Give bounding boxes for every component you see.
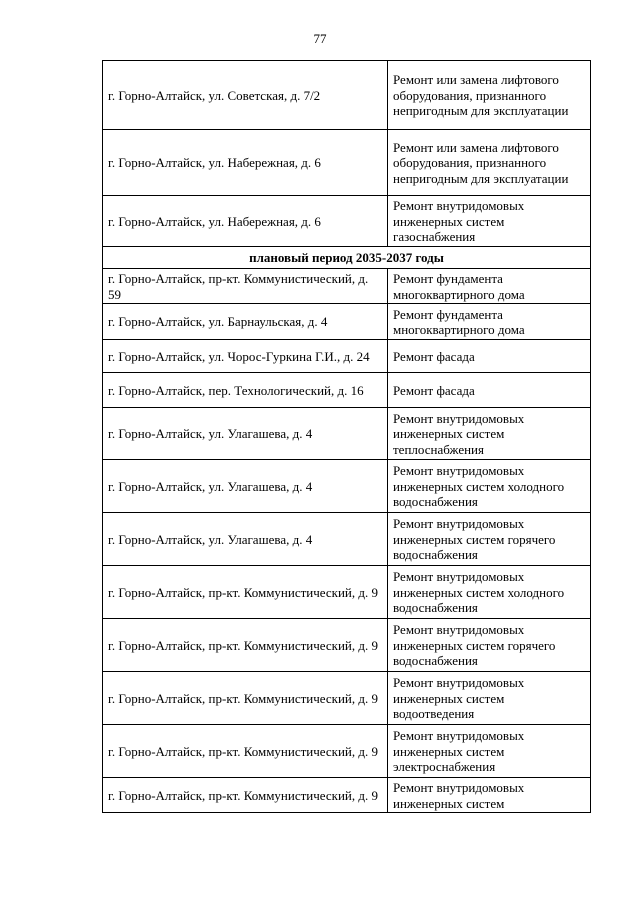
table-row bbox=[103, 778, 591, 813]
address-cell: г. Горно-Алтайск, ул. Улагашева, д. 4 bbox=[103, 408, 388, 460]
work-type-cell: Ремонт или замена лифтового оборудования, признанного непригодным для эксплуатации bbox=[388, 61, 591, 130]
address-cell: г. Горно-Алтайск, пр-кт. Коммунистический, д. 59 bbox=[103, 269, 388, 304]
work-type-cell: Ремонт фундамента многоквартирного дома bbox=[388, 304, 591, 340]
page-number: 77 bbox=[313, 31, 327, 46]
table-row bbox=[103, 619, 591, 672]
work-type-cell: Ремонт или замена лифтового оборудования, признанного непригодным для эксплуатации bbox=[388, 130, 591, 196]
table-row bbox=[103, 725, 591, 778]
section-title: плановый период 2035-2037 годы bbox=[103, 247, 591, 269]
table-row bbox=[103, 566, 591, 619]
address-cell: г. Горно-Алтайск, пр-кт. Коммунистический, д. 9 bbox=[103, 672, 388, 725]
repair-schedule-table bbox=[102, 60, 591, 813]
work-type-cell: Ремонт фасада bbox=[388, 340, 591, 373]
table-row bbox=[103, 196, 591, 247]
address-cell: г. Горно-Алтайск, ул. Барнаульская, д. 4 bbox=[103, 304, 388, 340]
work-type-cell: Ремонт фасада bbox=[388, 373, 591, 408]
work-type-cell: Ремонт внутридомовых инженерных систем горячего водоснабжения bbox=[388, 619, 591, 672]
table-row bbox=[103, 269, 591, 304]
address-cell: г. Горно-Алтайск, пр-кт. Коммунистический, д. 9 bbox=[103, 566, 388, 619]
table-row bbox=[103, 513, 591, 566]
address-cell: г. Горно-Алтайск, ул. Улагашева, д. 4 bbox=[103, 460, 388, 513]
address-cell: г. Горно-Алтайск, ул. Набережная, д. 6 bbox=[103, 196, 388, 247]
table-row bbox=[103, 408, 591, 460]
work-type-cell: Ремонт внутридомовых инженерных систем газоснабжения bbox=[388, 196, 591, 247]
table-row bbox=[103, 304, 591, 340]
address-cell: г. Горно-Алтайск, ул. Набережная, д. 6 bbox=[103, 130, 388, 196]
address-cell: г. Горно-Алтайск, пер. Технологический, д. 16 bbox=[103, 373, 388, 408]
work-type-cell: Ремонт внутридомовых инженерных систем холодного водоснабжения bbox=[388, 566, 591, 619]
table-row bbox=[103, 460, 591, 513]
work-type-cell: Ремонт внутридомовых инженерных систем bbox=[388, 778, 591, 813]
section-header-row bbox=[103, 247, 591, 269]
work-type-cell: Ремонт внутридомовых инженерных систем теплоснабжения bbox=[388, 408, 591, 460]
address-cell: г. Горно-Алтайск, пр-кт. Коммунистический, д. 9 bbox=[103, 778, 388, 813]
work-type-cell: Ремонт внутридомовых инженерных систем водоотведения bbox=[388, 672, 591, 725]
address-cell: г. Горно-Алтайск, пр-кт. Коммунистический, д. 9 bbox=[103, 619, 388, 672]
table-row bbox=[103, 340, 591, 373]
address-cell: г. Горно-Алтайск, пр-кт. Коммунистический, д. 9 bbox=[103, 725, 388, 778]
address-cell: г. Горно-Алтайск, ул. Чорос-Гуркина Г.И., д. 24 bbox=[103, 340, 388, 373]
work-type-cell: Ремонт фундамента многоквартирного дома bbox=[388, 269, 591, 304]
table-row bbox=[103, 130, 591, 196]
table-row bbox=[103, 672, 591, 725]
table-row bbox=[103, 373, 591, 408]
work-type-cell: Ремонт внутридомовых инженерных систем горячего водоснабжения bbox=[388, 513, 591, 566]
address-cell: г. Горно-Алтайск, ул. Советская, д. 7/2 bbox=[103, 61, 388, 130]
table-row bbox=[103, 61, 591, 130]
address-cell: г. Горно-Алтайск, ул. Улагашева, д. 4 bbox=[103, 513, 388, 566]
work-type-cell: Ремонт внутридомовых инженерных систем холодного водоснабжения bbox=[388, 460, 591, 513]
work-type-cell: Ремонт внутридомовых инженерных систем электроснабжения bbox=[388, 725, 591, 778]
